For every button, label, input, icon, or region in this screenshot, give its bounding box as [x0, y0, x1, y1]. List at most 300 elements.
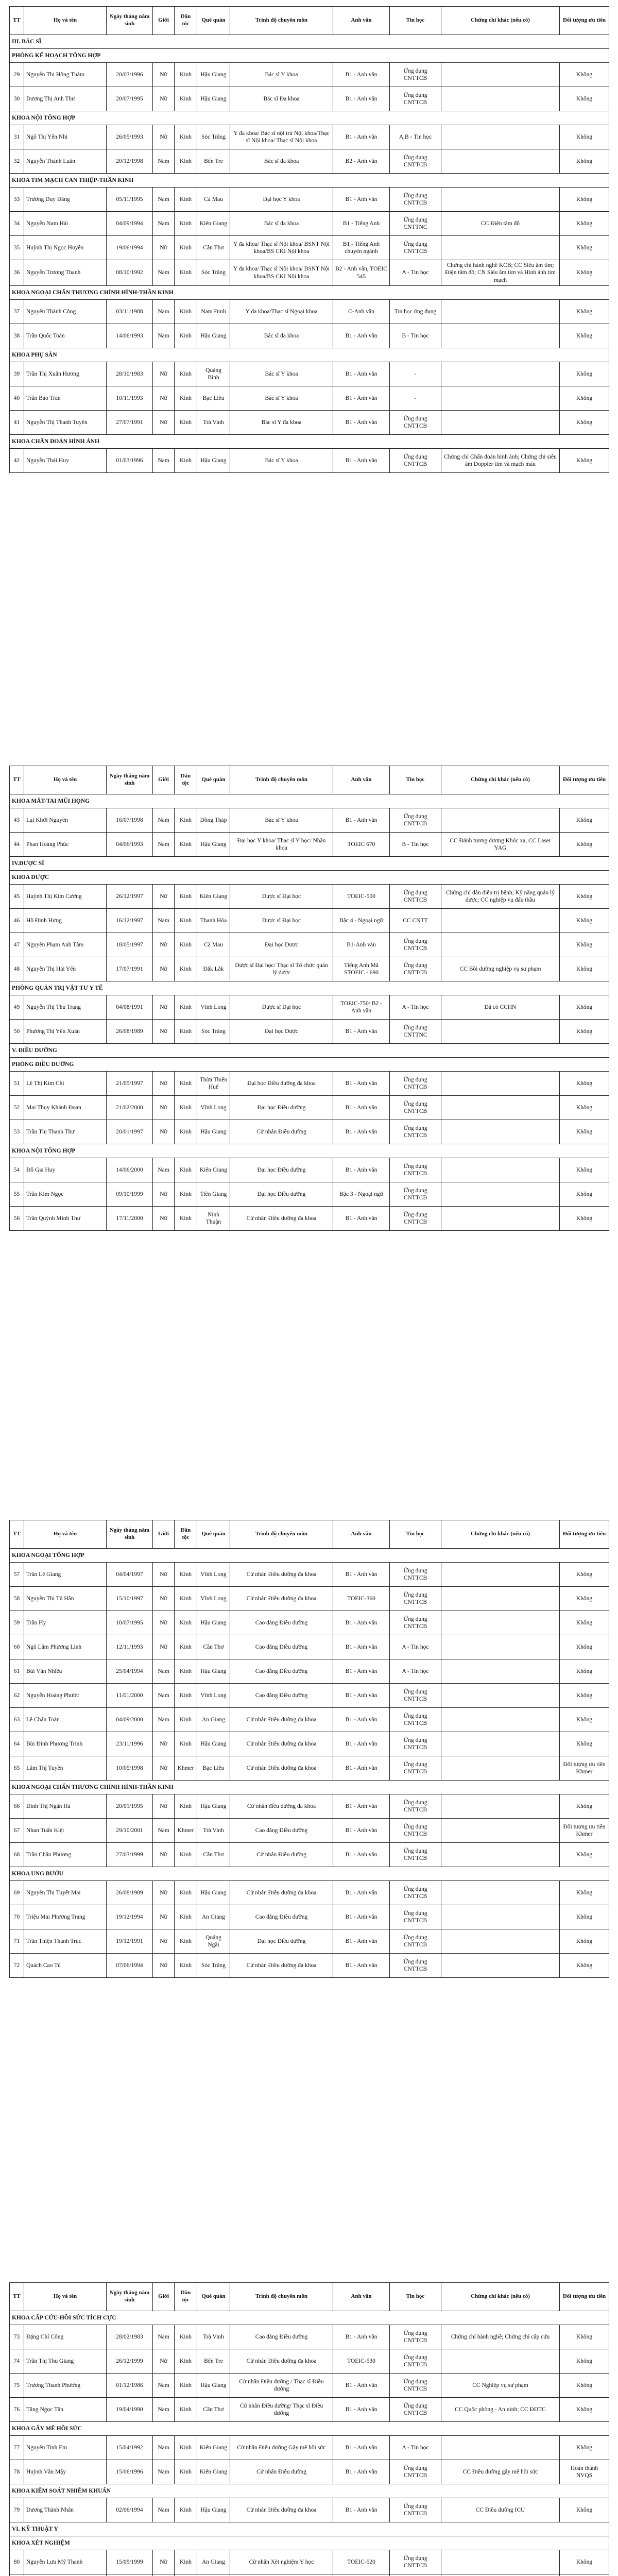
table-cell: Hậu Giang — [197, 324, 230, 348]
table-cell: TOEIC-500 — [333, 885, 390, 909]
table-cell: B1 - Anh văn — [333, 1954, 390, 1978]
table-cell: Tăng Ngọc Tân — [24, 2398, 107, 2422]
table-cell: Kinh — [175, 1563, 197, 1587]
section-title: KHOA GÂY MÊ HỒI SỨC — [10, 2422, 609, 2436]
table-cell: Không — [560, 260, 609, 286]
table-cell: Y đa khoa/Thạc sĩ Ngoại khoa — [230, 300, 333, 324]
table-cell: Nữ — [153, 1905, 175, 1929]
table-cell: B1 - Anh văn — [333, 63, 390, 87]
table-cell: 40 — [10, 386, 24, 411]
table-cell: Kinh — [175, 260, 197, 286]
table-cell: B1 - Anh văn — [333, 1158, 390, 1182]
table-cell: Nam — [153, 833, 175, 857]
table-cell: Phan Hoàng Phúc — [24, 833, 107, 857]
table-cell: Ứng dụng CNTTCB — [390, 1905, 441, 1929]
table-cell: 42 — [10, 449, 24, 473]
table-cell: Kinh — [175, 1587, 197, 1611]
table-cell: 61 — [10, 1659, 24, 1684]
table-cell: Không — [560, 1563, 609, 1587]
table-cell: Trần Quỳnh Minh Thư — [24, 1207, 107, 1231]
table-cell: Cử nhân Điều dưỡng đa khoa — [230, 1881, 333, 1905]
table-cell — [441, 1843, 560, 1867]
table-cell: Ứng dụng CNTTCB — [390, 1096, 441, 1120]
table-cell: TOEIC-530 — [333, 2349, 390, 2374]
column-header: Dân tộc — [175, 2283, 197, 2311]
table-cell: 01/12/1986 — [107, 2374, 153, 2398]
table-row — [10, 1881, 609, 1905]
table-row — [10, 260, 609, 286]
section-title: KHOA UNG BƯỚU — [10, 1867, 609, 1881]
column-header: Tin học — [390, 766, 441, 794]
section-row — [10, 981, 609, 995]
table-cell: Kinh — [175, 1732, 197, 1756]
table-cell: Dương Thị Anh Thư — [24, 87, 107, 111]
table-cell: Không — [560, 1072, 609, 1096]
table-cell: Quảng Bình — [197, 362, 230, 386]
table-cell: Quách Cao Tú — [24, 1954, 107, 1978]
table-cell: Ứng dụng CNTTCB — [390, 1708, 441, 1732]
table-cell — [441, 1120, 560, 1144]
section-row — [10, 35, 609, 49]
table-cell: B1 - Anh văn — [333, 1843, 390, 1867]
table-cell: TOEIC-360 — [333, 1587, 390, 1611]
table-cell: 27/07/1991 — [107, 411, 153, 435]
header-row — [10, 7, 609, 35]
table-cell: Kinh — [175, 87, 197, 111]
table-cell: Đặng Chí Công — [24, 2325, 107, 2349]
table-cell — [441, 1756, 560, 1781]
table-cell: Không — [560, 1182, 609, 1207]
table-cell: Lê Chấn Toàn — [24, 1708, 107, 1732]
table-cell: 21/05/1997 — [107, 1072, 153, 1096]
table-cell: Kinh — [175, 833, 197, 857]
table-cell: CC Quốc phòng - An ninh; CC ĐDTC — [441, 2398, 560, 2422]
table-cell: Bác sĩ Đa khoa — [230, 87, 333, 111]
table-cell: Huỳnh Thị Kim Cương — [24, 885, 107, 909]
table-cell: A,B - Tin học — [390, 125, 441, 149]
table-cell: Không — [560, 1954, 609, 1978]
table-cell: 31 — [10, 125, 24, 149]
table-cell: Trương Thanh Phương — [24, 2374, 107, 2398]
table-cell: 18/05/1997 — [107, 933, 153, 957]
table-row — [10, 1929, 609, 1954]
table-cell: Trần Thị Xuân Hương — [24, 362, 107, 386]
table-cell: Kinh — [175, 1635, 197, 1659]
table-cell: 26/05/1993 — [107, 125, 153, 149]
table-cell: Quảng Ngãi — [197, 1929, 230, 1954]
table-cell: Kinh — [175, 957, 197, 981]
section-title: KHOA XÉT NGHIỆM — [10, 2536, 609, 2550]
section-row — [10, 1144, 609, 1158]
table-cell: Nguyễn Thành Luân — [24, 149, 107, 174]
table-cell: Cà Mau — [197, 933, 230, 957]
table-cell: Hậu Giang — [197, 2498, 230, 2522]
table-cell — [441, 1158, 560, 1182]
column-header: Họ và tên — [24, 766, 107, 794]
table-cell: Không — [560, 63, 609, 87]
table-cell: An Giang — [197, 1905, 230, 1929]
table-cell — [441, 933, 560, 957]
table-cell: Y đa khoa/ Thạc sĩ Nội khoa/ BSNT Nội khoa/BS CKI Nội khoa — [230, 236, 333, 260]
table-cell — [441, 87, 560, 111]
table-cell: Thanh Hóa — [197, 909, 230, 933]
table-cell: 32 — [10, 149, 24, 174]
page-4 — [9, 2282, 609, 2576]
table-cell — [441, 1954, 560, 1978]
table-cell: Nữ — [153, 885, 175, 909]
table-cell: Cử nhân Điều dưỡng đa khoa — [230, 2498, 333, 2522]
table-cell: B1 - Anh văn — [333, 1794, 390, 1819]
table-cell: B1 - Anh văn — [333, 2398, 390, 2422]
table-cell: Nguyễn Lưu Mỹ Thanh — [24, 2550, 107, 2574]
table-cell: Kinh — [175, 1611, 197, 1635]
table-cell: Vĩnh Long — [197, 1563, 230, 1587]
table-row — [10, 1207, 609, 1231]
table-cell: Kinh — [175, 933, 197, 957]
table-cell: Kinh — [175, 2436, 197, 2460]
section-title: V. ĐIỀU DƯỠNG — [10, 1044, 609, 1058]
table-cell: Đối tượng ưu tiên Khmer — [560, 1819, 609, 1843]
column-header: Ngày tháng năm sinh — [107, 766, 153, 794]
table-cell: Cao đẳng Điều dưỡng — [230, 1819, 333, 1843]
table-cell: Hậu Giang — [197, 833, 230, 857]
table-cell: Kiên Giang — [197, 212, 230, 236]
table-cell: Nguyễn Tinh Em — [24, 2436, 107, 2460]
section-row — [10, 2536, 609, 2550]
table-row — [10, 1120, 609, 1144]
table-cell: Không — [560, 1732, 609, 1756]
table-cell: Nữ — [153, 1120, 175, 1144]
table-cell: B1-Anh văn — [333, 933, 390, 957]
table-cell: Cử nhân điều dưỡng đa khoa — [230, 1794, 333, 1819]
table-row — [10, 1611, 609, 1635]
table-cell: Ngô Thị Yến Nhi — [24, 125, 107, 149]
table-cell: Nam — [153, 188, 175, 212]
table-cell: Kinh — [175, 1708, 197, 1732]
table-cell: B1 - Anh văn — [333, 1020, 390, 1044]
table-cell: Ứng dụng CNTTCB — [390, 2398, 441, 2422]
table-cell: Không — [560, 808, 609, 833]
table-cell: B1 - Anh văn — [333, 1819, 390, 1843]
header-row — [10, 766, 609, 794]
table-cell — [441, 188, 560, 212]
table-cell: Trần Thiện Thanh Trúc — [24, 1929, 107, 1954]
table-cell: B1 - Tiếng Anh chuyên ngành — [333, 236, 390, 260]
table-cell: Nữ — [153, 1563, 175, 1587]
table-row — [10, 1635, 609, 1659]
table-cell: 17/07/1991 — [107, 957, 153, 981]
table-cell: 71 — [10, 1929, 24, 1954]
table-cell — [441, 909, 560, 933]
table-cell: 77 — [10, 2436, 24, 2460]
table-row — [10, 149, 609, 174]
candidate-table — [9, 1520, 609, 1978]
table-cell: Cao đẳng Điều dưỡng — [230, 1635, 333, 1659]
table-cell: Ứng dụng CNTTCB — [390, 808, 441, 833]
table-cell: 21/02/2000 — [107, 1096, 153, 1120]
table-cell: 38 — [10, 324, 24, 348]
table-cell: Kinh — [175, 2374, 197, 2398]
table-cell: Dược sĩ Đại học — [230, 909, 333, 933]
table-cell: Hậu Giang — [197, 1611, 230, 1635]
table-cell: 19/12/1991 — [107, 1929, 153, 1954]
column-header: TT — [10, 2283, 24, 2311]
table-cell: Trần Thị Thu Giang — [24, 2349, 107, 2374]
column-header: Đối tượng ưu tiên — [560, 1520, 609, 1549]
table-cell: B - Tin học — [390, 324, 441, 348]
column-header: TT — [10, 766, 24, 794]
table-cell: Kinh — [175, 995, 197, 1020]
table-cell: CC Nghiệp vụ sư phạm — [441, 2374, 560, 2398]
table-cell: 72 — [10, 1954, 24, 1978]
table-cell: Bác sĩ Y khoa — [230, 386, 333, 411]
table-cell: - — [390, 362, 441, 386]
page-2 — [9, 766, 609, 1231]
table-cell: B1 - Anh văn — [333, 1120, 390, 1144]
table-cell: Trần Thị Thanh Thư — [24, 1120, 107, 1144]
table-cell: A - Tin học — [390, 1635, 441, 1659]
table-cell: Cao đẳng Điều dưỡng — [230, 2325, 333, 2349]
table-cell: B1 - Anh văn — [333, 1611, 390, 1635]
table-cell: B1 - Tiếng Anh — [333, 212, 390, 236]
table-cell — [441, 1794, 560, 1819]
table-cell: Nam Định — [197, 300, 230, 324]
table-cell — [441, 1659, 560, 1684]
table-cell: Ứng dụng CNTTCB — [390, 1843, 441, 1867]
table-cell: Đối tượng ưu tiên Khmer — [560, 1756, 609, 1781]
table-cell: 08/10/1992 — [107, 260, 153, 286]
table-cell: Nữ — [153, 933, 175, 957]
table-cell: Nữ — [153, 1020, 175, 1044]
table-cell: Cử nhân Điều dưỡng — [230, 1120, 333, 1144]
table-cell: Nữ — [153, 1954, 175, 1978]
table-cell: Hậu Giang — [197, 1120, 230, 1144]
table-cell: 04/04/1997 — [107, 1563, 153, 1587]
table-cell: Ninh Thuận — [197, 1207, 230, 1231]
table-cell: Nữ — [153, 386, 175, 411]
section-row — [10, 174, 609, 188]
column-header: Chứng chỉ khác (nếu có) — [441, 7, 560, 35]
column-header: Quê quán — [197, 766, 230, 794]
table-cell: 55 — [10, 1182, 24, 1207]
table-row — [10, 1708, 609, 1732]
table-cell: 19/04/1990 — [107, 2398, 153, 2422]
table-cell: Không — [560, 87, 609, 111]
table-cell: 20/12/1998 — [107, 149, 153, 174]
table-cell: 28/02/1983 — [107, 2325, 153, 2349]
table-cell: Dược sĩ Đại học — [230, 885, 333, 909]
table-cell: Không — [560, 2349, 609, 2374]
table-cell: 25/04/1994 — [107, 1659, 153, 1684]
table-cell: CC Điều dưỡng gây mê hồi sức — [441, 2460, 560, 2484]
table-row — [10, 87, 609, 111]
table-cell: 01/03/1996 — [107, 449, 153, 473]
table-cell: Nữ — [153, 236, 175, 260]
table-cell: Bác sĩ đa khoa — [230, 212, 333, 236]
candidate-table — [9, 6, 609, 473]
table-cell: Bác sĩ Y khoa — [230, 362, 333, 386]
column-header: Tin học — [390, 7, 441, 35]
table-cell: B1 - Anh văn — [333, 1207, 390, 1231]
section-row — [10, 286, 609, 300]
table-row — [10, 2436, 609, 2460]
column-header: Giới — [153, 2283, 175, 2311]
table-row — [10, 1182, 609, 1207]
section-title: KHOA TIM MẠCH CAN THIỆP-THẦN KINH — [10, 174, 609, 188]
table-cell: 59 — [10, 1611, 24, 1635]
table-cell: Trần Quốc Toàn — [24, 324, 107, 348]
table-cell: B2 - Anh văn — [333, 149, 390, 174]
table-cell: Không — [560, 212, 609, 236]
table-cell: Nguyễn Phạm Anh Tâm — [24, 933, 107, 957]
table-row — [10, 1732, 609, 1756]
table-cell: Ứng dụng CNTTCB — [390, 1684, 441, 1708]
table-row — [10, 2574, 609, 2576]
table-cell: 26/12/1999 — [107, 2349, 153, 2374]
table-cell: Khmer — [175, 1756, 197, 1781]
table-row — [10, 1684, 609, 1708]
table-cell: 27/03/1999 — [107, 1843, 153, 1867]
table-cell: Cần Thơ — [197, 1843, 230, 1867]
table-cell — [107, 2574, 153, 2576]
table-row — [10, 2349, 609, 2374]
table-cell: 15/04/1992 — [107, 2436, 153, 2460]
table-row — [10, 2325, 609, 2349]
table-cell: Không — [560, 1843, 609, 1867]
table-cell — [441, 1096, 560, 1120]
table-cell: Cử nhân Điều dưỡng / Thạc sĩ Điều dưỡng — [230, 2374, 333, 2398]
table-cell: B1 - Anh văn — [333, 386, 390, 411]
section-row — [10, 435, 609, 449]
table-cell: Kinh — [175, 300, 197, 324]
table-cell: Kinh — [175, 1158, 197, 1182]
table-cell — [441, 1207, 560, 1231]
table-cell: Chứng chỉ Chẩn đoán hình ảnh; Chứng chỉ siêu âm Doppler tim và mạch máu — [441, 449, 560, 473]
table-cell: Trần Bảo Trân — [24, 386, 107, 411]
table-cell: 63 — [10, 1708, 24, 1732]
table-cell: 07/06/1994 — [107, 1954, 153, 1978]
table-cell: Trần Lê Giang — [24, 1563, 107, 1587]
table-cell: 04/09/1994 — [107, 212, 153, 236]
section-title: PHÒNG ĐIỀU DƯỠNG — [10, 1058, 609, 1072]
table-cell: Kinh — [175, 212, 197, 236]
table-cell: 48 — [10, 957, 24, 981]
table-cell: Không — [560, 324, 609, 348]
table-cell: Không — [560, 1120, 609, 1144]
table-cell: A - Tin học — [390, 260, 441, 286]
table-cell: B1 - Anh văn — [333, 1905, 390, 1929]
table-cell: B1 - Anh văn — [333, 362, 390, 386]
column-header: Anh văn — [333, 2283, 390, 2311]
table-cell: Vĩnh Long — [197, 995, 230, 1020]
table-cell: 09/10/1999 — [107, 1182, 153, 1207]
column-header: TT — [10, 7, 24, 35]
table-cell: Kinh — [175, 2550, 197, 2574]
table-cell: Cà Mau — [197, 188, 230, 212]
table-row — [10, 1659, 609, 1684]
table-cell: Không — [560, 1096, 609, 1120]
table-cell: 11/01/2000 — [107, 1684, 153, 1708]
table-cell: An Giang — [197, 2550, 230, 2574]
table-cell: CC Điều dưỡng ICU — [441, 2498, 560, 2522]
table-cell: B1 - Anh văn — [333, 2374, 390, 2398]
table-cell: 52 — [10, 1096, 24, 1120]
table-cell: 02/06/1994 — [107, 2498, 153, 2522]
table-cell: Nữ — [153, 411, 175, 435]
table-cell: An Giang — [197, 1708, 230, 1732]
table-cell: Ứng dụng CNTTCB — [390, 1732, 441, 1756]
table-row — [10, 2374, 609, 2398]
table-cell: Dược sĩ Đại học — [230, 995, 333, 1020]
column-header: Chứng chỉ khác (nếu có) — [441, 2283, 560, 2311]
table-cell: Vĩnh Long — [197, 1587, 230, 1611]
section-row — [10, 794, 609, 808]
table-cell: B1 - Anh văn — [333, 1096, 390, 1120]
table-cell: Không — [560, 449, 609, 473]
table-cell: Hậu Giang — [197, 63, 230, 87]
table-cell: Nguyễn Thái Huy — [24, 449, 107, 473]
table-cell: Ứng dụng CNTTCB — [390, 1819, 441, 1843]
table-cell — [441, 2550, 560, 2574]
table-cell: Sóc Trăng — [197, 125, 230, 149]
table-cell: 57 — [10, 1563, 24, 1587]
table-cell: Nữ — [153, 1794, 175, 1819]
table-cell — [441, 2574, 560, 2576]
table-cell — [197, 2574, 230, 2576]
table-cell: Nguyễn Thị Hải Yến — [24, 957, 107, 981]
table-cell: Kinh — [175, 1929, 197, 1954]
table-cell: Kinh — [175, 63, 197, 87]
table-cell: Kinh — [175, 1120, 197, 1144]
table-cell: Cần Thơ — [197, 2398, 230, 2422]
table-cell: Bậc 4 - Ngoại ngữ — [333, 909, 390, 933]
table-cell — [560, 2574, 609, 2576]
table-cell: Kinh — [175, 2398, 197, 2422]
table-cell: Bến Tre — [197, 2349, 230, 2374]
table-cell: Nam — [153, 1708, 175, 1732]
table-cell: Bùi Đình Phương Trinh — [24, 1732, 107, 1756]
table-cell: Lâm Thị Tuyền — [24, 1756, 107, 1781]
table-cell: Đại học Điều dưỡng — [230, 1096, 333, 1120]
table-cell: 68 — [10, 1843, 24, 1867]
table-cell: Kinh — [175, 1659, 197, 1684]
table-cell: Ứng dụng CNTTCB — [390, 1794, 441, 1819]
section-row — [10, 2422, 609, 2436]
section-row — [10, 2522, 609, 2536]
table-cell: 04/06/1993 — [107, 833, 153, 857]
table-cell: Kinh — [175, 1954, 197, 1978]
column-header: Đối tượng ưu tiên — [560, 766, 609, 794]
column-header: Anh văn — [333, 7, 390, 35]
section-row — [10, 49, 609, 63]
table-cell: 05/11/1995 — [107, 188, 153, 212]
table-cell: Ứng dụng CNTTNC — [390, 1020, 441, 1044]
table-cell: 28/10/1983 — [107, 362, 153, 386]
table-cell: 37 — [10, 300, 24, 324]
table-cell: 10/07/1995 — [107, 1611, 153, 1635]
table-cell: Ứng dụng CNTTCB — [390, 2349, 441, 2374]
table-cell: Y đa khoa/ Bác sĩ nội trú Nội khoa/Thạc sĩ Nội khoa/ Thạc sĩ Nội khoa — [230, 125, 333, 149]
table-cell: Nguyễn Thị Tuyết Mai — [24, 1881, 107, 1905]
table-cell — [175, 2574, 197, 2576]
section-title: KHOA NGOẠI CHẤN THƯƠNG CHỈNH HÌNH-THẦN KINH — [10, 286, 609, 300]
table-cell: Kinh — [175, 1794, 197, 1819]
table-cell: CC Đánh tương đương Khúc xạ, CC Laser YAG — [441, 833, 560, 857]
column-header: Trình độ chuyên môn — [230, 766, 333, 794]
table-cell: Cử nhân Điều dưỡng — [230, 2460, 333, 2484]
table-cell: Ứng dụng CNTTCB — [390, 1207, 441, 1231]
table-cell: 15/09/1999 — [107, 2550, 153, 2574]
